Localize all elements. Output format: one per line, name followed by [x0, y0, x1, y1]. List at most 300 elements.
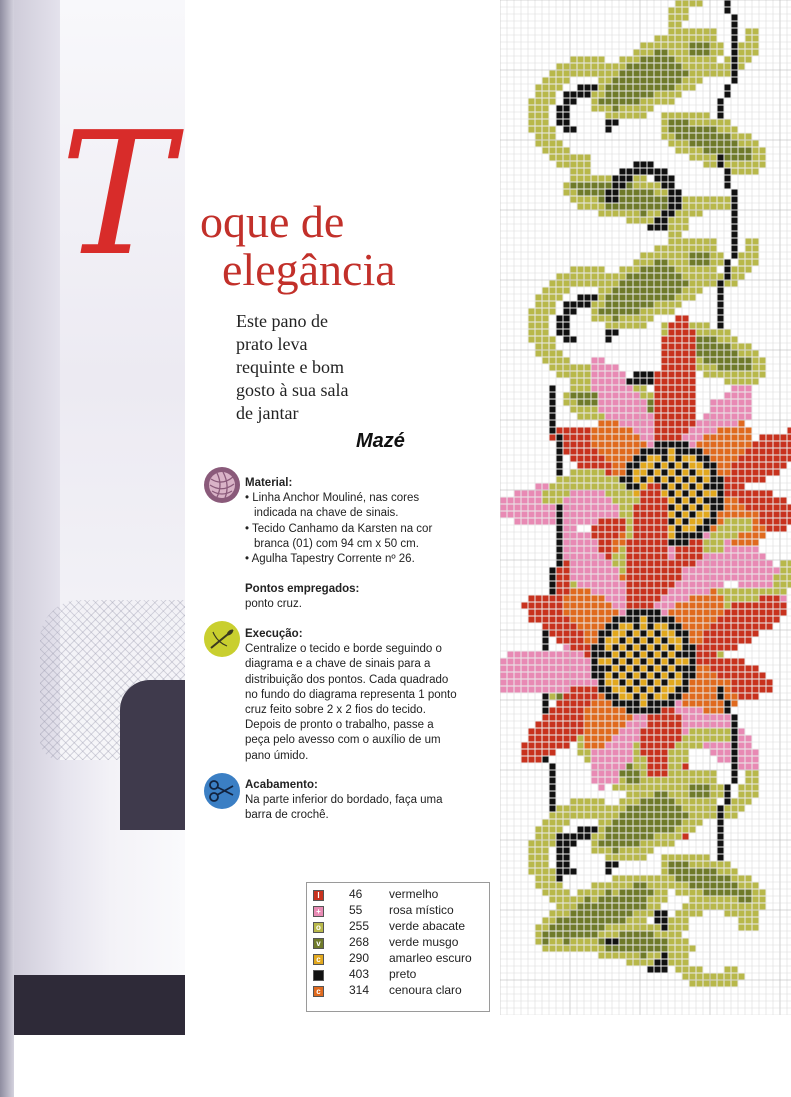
stitch-cell — [725, 274, 731, 280]
stitch-cell — [550, 505, 556, 511]
stitch-cell — [543, 309, 549, 315]
stitch-cell — [676, 827, 682, 833]
stitch-cell — [648, 617, 654, 623]
subtitle-line: gosto à sua sala — [236, 380, 349, 400]
stitch-cell — [732, 64, 738, 70]
stitch-cell — [557, 512, 563, 518]
stitch-cell — [501, 505, 507, 511]
stitch-cell — [718, 512, 724, 518]
stitch-cell — [781, 596, 787, 602]
stitch-cell — [543, 701, 549, 707]
stitch-cell — [627, 477, 633, 483]
stitch-cell — [536, 302, 542, 308]
stitch-cell — [669, 64, 675, 70]
stitch-cell — [683, 323, 689, 329]
stitch-cell — [557, 519, 563, 525]
stitch-cell — [662, 309, 668, 315]
stitch-cell — [613, 547, 619, 553]
stitch-cell — [669, 680, 675, 686]
stitch-cell — [732, 71, 738, 77]
stitch-cell — [648, 393, 654, 399]
stitch-cell — [641, 435, 647, 441]
stitch-cell — [613, 176, 619, 182]
stitch-cell — [578, 680, 584, 686]
stitch-cell — [578, 442, 584, 448]
stitch-cell — [543, 855, 549, 861]
stitch-cell — [557, 673, 563, 679]
stitch-cell — [655, 484, 661, 490]
stitch-cell — [718, 351, 724, 357]
stitch-cell — [746, 561, 752, 567]
stitch-cell — [536, 337, 542, 343]
stitch-cell — [669, 561, 675, 567]
stitch-cell — [620, 680, 626, 686]
stitch-cell — [634, 883, 640, 889]
stitch-cell — [788, 505, 791, 511]
stitch-cell — [746, 904, 752, 910]
stitch-cell — [613, 673, 619, 679]
stitch-cell — [550, 771, 556, 777]
stitch-cell — [578, 834, 584, 840]
stitch-cell — [725, 407, 731, 413]
stitch-cell — [704, 365, 710, 371]
stitch-cell — [704, 715, 710, 721]
stitch-cell — [648, 484, 654, 490]
stitch-cell — [711, 729, 717, 735]
stitch-cell — [536, 106, 542, 112]
stitch-cell — [557, 897, 563, 903]
stitch-cell — [746, 498, 752, 504]
stitch-cell — [662, 365, 668, 371]
stitch-cell — [550, 400, 556, 406]
stitch-cell — [627, 379, 633, 385]
stitch-cell — [550, 869, 556, 875]
stitch-cell — [592, 757, 598, 763]
stitch-cell — [725, 134, 731, 140]
stitch-cell — [627, 743, 633, 749]
stitch-cell — [606, 435, 612, 441]
stitch-cell — [557, 498, 563, 504]
stitch-cell — [655, 267, 661, 273]
stitch-cell — [627, 624, 633, 630]
stitch-cell — [697, 421, 703, 427]
stitch-cell — [585, 498, 591, 504]
stitch-cell — [718, 414, 724, 420]
stitch-cell — [676, 470, 682, 476]
stitch-cell — [529, 610, 535, 616]
stitch-cell — [571, 372, 577, 378]
stitch-cell — [606, 596, 612, 602]
stitch-cell — [606, 589, 612, 595]
stitch-cell — [641, 708, 647, 714]
stitch-cell — [662, 540, 668, 546]
stitch-cell — [655, 183, 661, 189]
stitch-cell — [753, 561, 759, 567]
stitch-cell — [627, 680, 633, 686]
stitch-cell — [543, 344, 549, 350]
stitch-cell — [522, 519, 528, 525]
stitch-cell — [585, 659, 591, 665]
stitch-cell — [725, 204, 731, 210]
stitch-cell — [655, 603, 661, 609]
stitch-cell — [592, 918, 598, 924]
stitch-cell — [683, 330, 689, 336]
stitch-cell — [557, 582, 563, 588]
stitch-cell — [753, 449, 759, 455]
stitch-cell — [592, 645, 598, 651]
stitch-cell — [725, 624, 731, 630]
stitch-cell — [732, 365, 738, 371]
stitch-cell — [760, 561, 766, 567]
stitch-cell — [571, 561, 577, 567]
stitch-cell — [599, 505, 605, 511]
stitch-cell — [711, 449, 717, 455]
stitch-cell — [711, 589, 717, 595]
stitch-cell — [564, 715, 570, 721]
stitch-cell — [690, 652, 696, 658]
stitch-cell — [599, 918, 605, 924]
stitch-cell — [746, 253, 752, 259]
stitch-cell — [662, 414, 668, 420]
stitch-cell — [711, 36, 717, 42]
subtitle-line: requinte e bom — [236, 357, 344, 377]
stitch-cell — [697, 246, 703, 252]
stitch-cell — [739, 631, 745, 637]
stitch-cell — [557, 491, 563, 497]
stitch-cell — [690, 358, 696, 364]
stitch-cell — [578, 183, 584, 189]
stitch-cell — [662, 918, 668, 924]
stitch-cell — [774, 589, 780, 595]
stitch-grid — [500, 0, 791, 1015]
stitch-cell — [620, 274, 626, 280]
stitch-cell — [697, 680, 703, 686]
stitch-cell — [746, 470, 752, 476]
stitch-cell — [732, 435, 738, 441]
stitch-cell — [662, 85, 668, 91]
stitch-cell — [662, 715, 668, 721]
stitch-cell — [669, 694, 675, 700]
stitch-cell — [585, 939, 591, 945]
stitch-cell — [746, 610, 752, 616]
stitch-cell — [690, 43, 696, 49]
stitch-cell — [620, 876, 626, 882]
stitch-cell — [774, 512, 780, 518]
stitch-cell — [655, 281, 661, 287]
stitch-cell — [536, 932, 542, 938]
stitch-cell — [613, 666, 619, 672]
stitch-cell — [627, 883, 633, 889]
stitch-cell — [599, 834, 605, 840]
stitch-cell — [697, 603, 703, 609]
stitch-cell — [753, 771, 759, 777]
stitch-cell — [725, 547, 731, 553]
stitch-cell — [620, 589, 626, 595]
stitch-cell — [592, 491, 598, 497]
stitch-cell — [578, 946, 584, 952]
stitch-cell — [613, 491, 619, 497]
stitch-cell — [536, 680, 542, 686]
stitch-cell — [599, 666, 605, 672]
stitch-cell — [746, 400, 752, 406]
stitch-cell — [739, 897, 745, 903]
stitch-cell — [543, 512, 549, 518]
stitch-cell — [606, 456, 612, 462]
stitch-cell — [648, 575, 654, 581]
stitch-cell — [662, 729, 668, 735]
stitch-cell — [711, 778, 717, 784]
stitch-cell — [571, 575, 577, 581]
stitch-cell — [676, 260, 682, 266]
material-item-cont — [245, 537, 432, 552]
stitch-cell — [634, 806, 640, 812]
stitch-cell — [599, 757, 605, 763]
execucao-line: Depois de pronto o trabalho, passe a — [245, 719, 434, 732]
stitch-cell — [760, 554, 766, 560]
stitch-cell — [676, 750, 682, 756]
stitch-cell — [655, 533, 661, 539]
stitch-cell — [718, 456, 724, 462]
stitch-cell — [620, 925, 626, 931]
stitch-cell — [585, 463, 591, 469]
stitch-cell — [592, 575, 598, 581]
stitch-cell — [718, 428, 724, 434]
stitch-cell — [718, 43, 724, 49]
stitch-cell — [627, 610, 633, 616]
stitch-cell — [564, 743, 570, 749]
stitch-cell — [557, 876, 563, 882]
stitch-cell — [655, 911, 661, 917]
stitch-cell — [725, 757, 731, 763]
stitch-cell — [718, 708, 724, 714]
stitch-cell — [550, 393, 556, 399]
stitch-cell — [557, 561, 563, 567]
stitch-cell — [711, 477, 717, 483]
stitch-cell — [697, 631, 703, 637]
stitch-cell — [543, 827, 549, 833]
stitch-cell — [620, 848, 626, 854]
stitch-cell — [585, 491, 591, 497]
stitch-cell — [725, 8, 731, 14]
stitch-cell — [606, 806, 612, 812]
stitch-cell — [725, 414, 731, 420]
stitch-cell — [543, 603, 549, 609]
stitch-cell — [669, 750, 675, 756]
stitch-cell — [606, 736, 612, 742]
stitch-cell — [634, 568, 640, 574]
stitch-cell — [690, 323, 696, 329]
stitch-cell — [648, 582, 654, 588]
stitch-cell — [543, 316, 549, 322]
stitch-cell — [592, 687, 598, 693]
stitch-cell — [557, 351, 563, 357]
stitch-cell — [753, 162, 759, 168]
stitch-cell — [676, 50, 682, 56]
stitch-cell — [592, 372, 598, 378]
stitch-cell — [760, 372, 766, 378]
stitch-cell — [704, 533, 710, 539]
stitch-cell — [557, 841, 563, 847]
stitch-cell — [760, 526, 766, 532]
stitch-cell — [760, 498, 766, 504]
stitch-cell — [536, 729, 542, 735]
stitch-cell — [753, 498, 759, 504]
stitch-cell — [536, 330, 542, 336]
stitch-cell — [648, 624, 654, 630]
stitch-cell — [725, 435, 731, 441]
stitch-cell — [655, 890, 661, 896]
stitch-cell — [732, 400, 738, 406]
stitch-cell — [662, 498, 668, 504]
stitch-cell — [648, 673, 654, 679]
stitch-cell — [648, 372, 654, 378]
stitch-cell — [557, 869, 563, 875]
stitch-cell — [536, 519, 542, 525]
stitch-cell — [676, 92, 682, 98]
stitch-cell — [711, 428, 717, 434]
stitch-cell — [683, 736, 689, 742]
stitch-cell — [613, 561, 619, 567]
stitch-cell — [669, 99, 675, 105]
stitch-cell — [683, 869, 689, 875]
stitch-cell — [697, 155, 703, 161]
stitch-cell — [788, 456, 791, 462]
stitch-cell — [648, 631, 654, 637]
stitch-cell — [718, 848, 724, 854]
stitch-cell — [564, 617, 570, 623]
stitch-cell — [648, 302, 654, 308]
stitch-cell — [725, 148, 731, 154]
stitch-cell — [613, 526, 619, 532]
stitch-cell — [725, 736, 731, 742]
stitch-cell — [592, 85, 598, 91]
stitch-cell — [648, 568, 654, 574]
stitch-cell — [613, 512, 619, 518]
material-item — [245, 522, 432, 537]
stitch-cell — [739, 561, 745, 567]
stitch-cell — [676, 43, 682, 49]
stitch-cell — [676, 85, 682, 91]
stitch-cell — [592, 470, 598, 476]
stitch-cell — [683, 365, 689, 371]
stitch-cell — [599, 701, 605, 707]
stitch-cell — [690, 708, 696, 714]
stitch-cell — [606, 463, 612, 469]
stitch-cell — [711, 617, 717, 623]
stitch-cell — [655, 925, 661, 931]
stitch-cell — [641, 484, 647, 490]
stitch-cell — [683, 295, 689, 301]
stitch-cell — [578, 638, 584, 644]
stitch-cell — [711, 134, 717, 140]
stitch-cell — [725, 722, 731, 728]
stitch-cell — [641, 477, 647, 483]
stitch-cell — [676, 862, 682, 868]
stitch-cell — [634, 946, 640, 952]
stitch-cell — [704, 596, 710, 602]
stitch-cell — [676, 610, 682, 616]
stitch-cell — [704, 701, 710, 707]
stitch-cell — [725, 694, 731, 700]
stitch-cell — [655, 631, 661, 637]
stitch-cell — [613, 211, 619, 217]
stitch-cell — [571, 533, 577, 539]
stitch-cell — [690, 267, 696, 273]
stitch-cell — [683, 813, 689, 819]
stitch-cell — [578, 449, 584, 455]
stitch-cell — [718, 316, 724, 322]
stitch-cell — [613, 659, 619, 665]
stitch-cell — [711, 897, 717, 903]
stitch-cell — [592, 400, 598, 406]
stitch-cell — [697, 904, 703, 910]
stitch-cell — [669, 204, 675, 210]
stitch-cell — [578, 904, 584, 910]
stitch-cell — [676, 911, 682, 917]
stitch-cell — [648, 603, 654, 609]
stitch-cell — [676, 638, 682, 644]
stitch-cell — [606, 918, 612, 924]
stitch-cell — [669, 407, 675, 413]
stitch-cell — [606, 610, 612, 616]
stitch-cell — [571, 638, 577, 644]
stitch-cell — [697, 589, 703, 595]
stitch-cell — [564, 400, 570, 406]
stitch-cell — [704, 120, 710, 126]
stitch-cell — [704, 813, 710, 819]
stitch-cell — [690, 827, 696, 833]
stitch-cell — [585, 631, 591, 637]
stitch-cell — [515, 652, 521, 658]
stitch-cell — [613, 806, 619, 812]
stitch-cell — [662, 78, 668, 84]
stitch-cell — [739, 449, 745, 455]
stitch-cell — [529, 106, 535, 112]
stitch-cell — [753, 505, 759, 511]
stitch-cell — [585, 701, 591, 707]
stitch-cell — [697, 855, 703, 861]
stitch-cell — [620, 603, 626, 609]
stitch-cell — [711, 981, 717, 987]
stitch-cell — [655, 36, 661, 42]
fabric-shadow — [120, 680, 185, 830]
stitch-cell — [585, 379, 591, 385]
stitch-cell — [669, 463, 675, 469]
stitch-cell — [676, 239, 682, 245]
stitch-cell — [564, 155, 570, 161]
stitch-cell — [718, 330, 724, 336]
stitch-cell — [690, 197, 696, 203]
stitch-cell — [697, 141, 703, 147]
stitch-cell — [655, 456, 661, 462]
stitch-cell — [718, 673, 724, 679]
stitch-cell — [599, 386, 605, 392]
stitch-cell — [697, 890, 703, 896]
stitch-cell — [599, 554, 605, 560]
stitch-cell — [697, 554, 703, 560]
stitch-cell — [592, 617, 598, 623]
stitch-cell — [655, 407, 661, 413]
stitch-cell — [585, 386, 591, 392]
stitch-cell — [543, 659, 549, 665]
stitch-cell — [508, 498, 514, 504]
stitch-cell — [606, 323, 612, 329]
stitch-cell — [732, 344, 738, 350]
stitch-cell — [725, 862, 731, 868]
stitch-cell — [676, 729, 682, 735]
stitch-cell — [536, 687, 542, 693]
stitch-cell — [718, 498, 724, 504]
